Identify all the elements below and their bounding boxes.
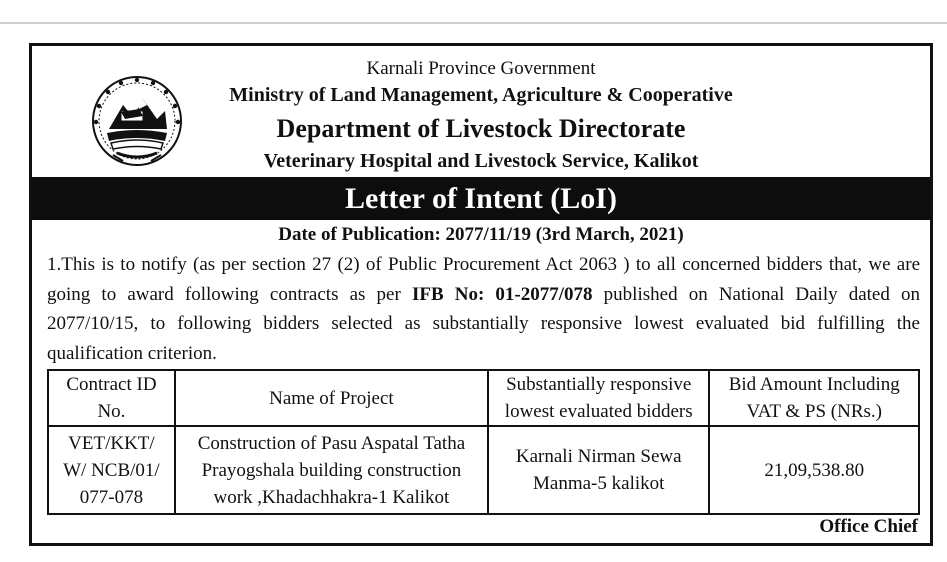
- office-name: Veterinary Hospital and Livestock Service, Kalikot: [263, 150, 699, 172]
- cell-contract-id: VET/KKT/ W/ NCB/01/ 077-078: [48, 426, 175, 514]
- column-header-bidder: Substantially responsive lowest evaluated bidders: [488, 370, 709, 426]
- department-name: Department of Livestock Directorate: [276, 114, 686, 143]
- cell-bidder: Karnali Nirman Sewa Manma-5 kalikot: [488, 426, 709, 514]
- award-table: [47, 369, 920, 515]
- notice-title: Letter of Intent (LoI): [345, 182, 617, 215]
- signoff: Office Chief: [819, 516, 918, 537]
- notice-title-banner: [32, 177, 930, 220]
- publication-date: Date of Publication: 2077/11/19 (3rd March, 2021): [278, 224, 684, 245]
- column-header-bid-amount: Bid Amount Including VAT & PS (NRs.): [709, 370, 919, 426]
- table-row: [48, 426, 919, 514]
- paragraph-text-2: published on National Daily dated on 2077/10/15, to following bidders selected as substantially responsive lowest evaluated bid fulfilling the qualification criterion.: [47, 283, 920, 364]
- table-header-row: [48, 370, 919, 426]
- cell-project: Construction of Pasu Aspatal Tatha Prayogshala building construction work ,Khadachhakra-1 Kalikot: [175, 426, 488, 514]
- notice-box: [29, 43, 933, 546]
- notice-paragraph: [47, 250, 920, 368]
- column-header-project: Name of Project: [175, 370, 488, 426]
- ifb-number: IFB No: 01-2077/078: [411, 283, 593, 305]
- paragraph-text-1: 1.This is to notify (as per section 27 (2) of Public Procurement Act 2063 ) to all concerned bidders that, we are going to award following contracts as per: [47, 254, 920, 305]
- top-divider: [0, 22, 947, 24]
- ministry-name: Ministry of Land Management, Agriculture & Cooperative: [229, 84, 733, 106]
- cell-bid-amount: 21,09,538.80: [709, 426, 919, 514]
- province-name: Karnali Province Government: [366, 58, 596, 79]
- column-header-contract-id: Contract ID No.: [48, 370, 175, 426]
